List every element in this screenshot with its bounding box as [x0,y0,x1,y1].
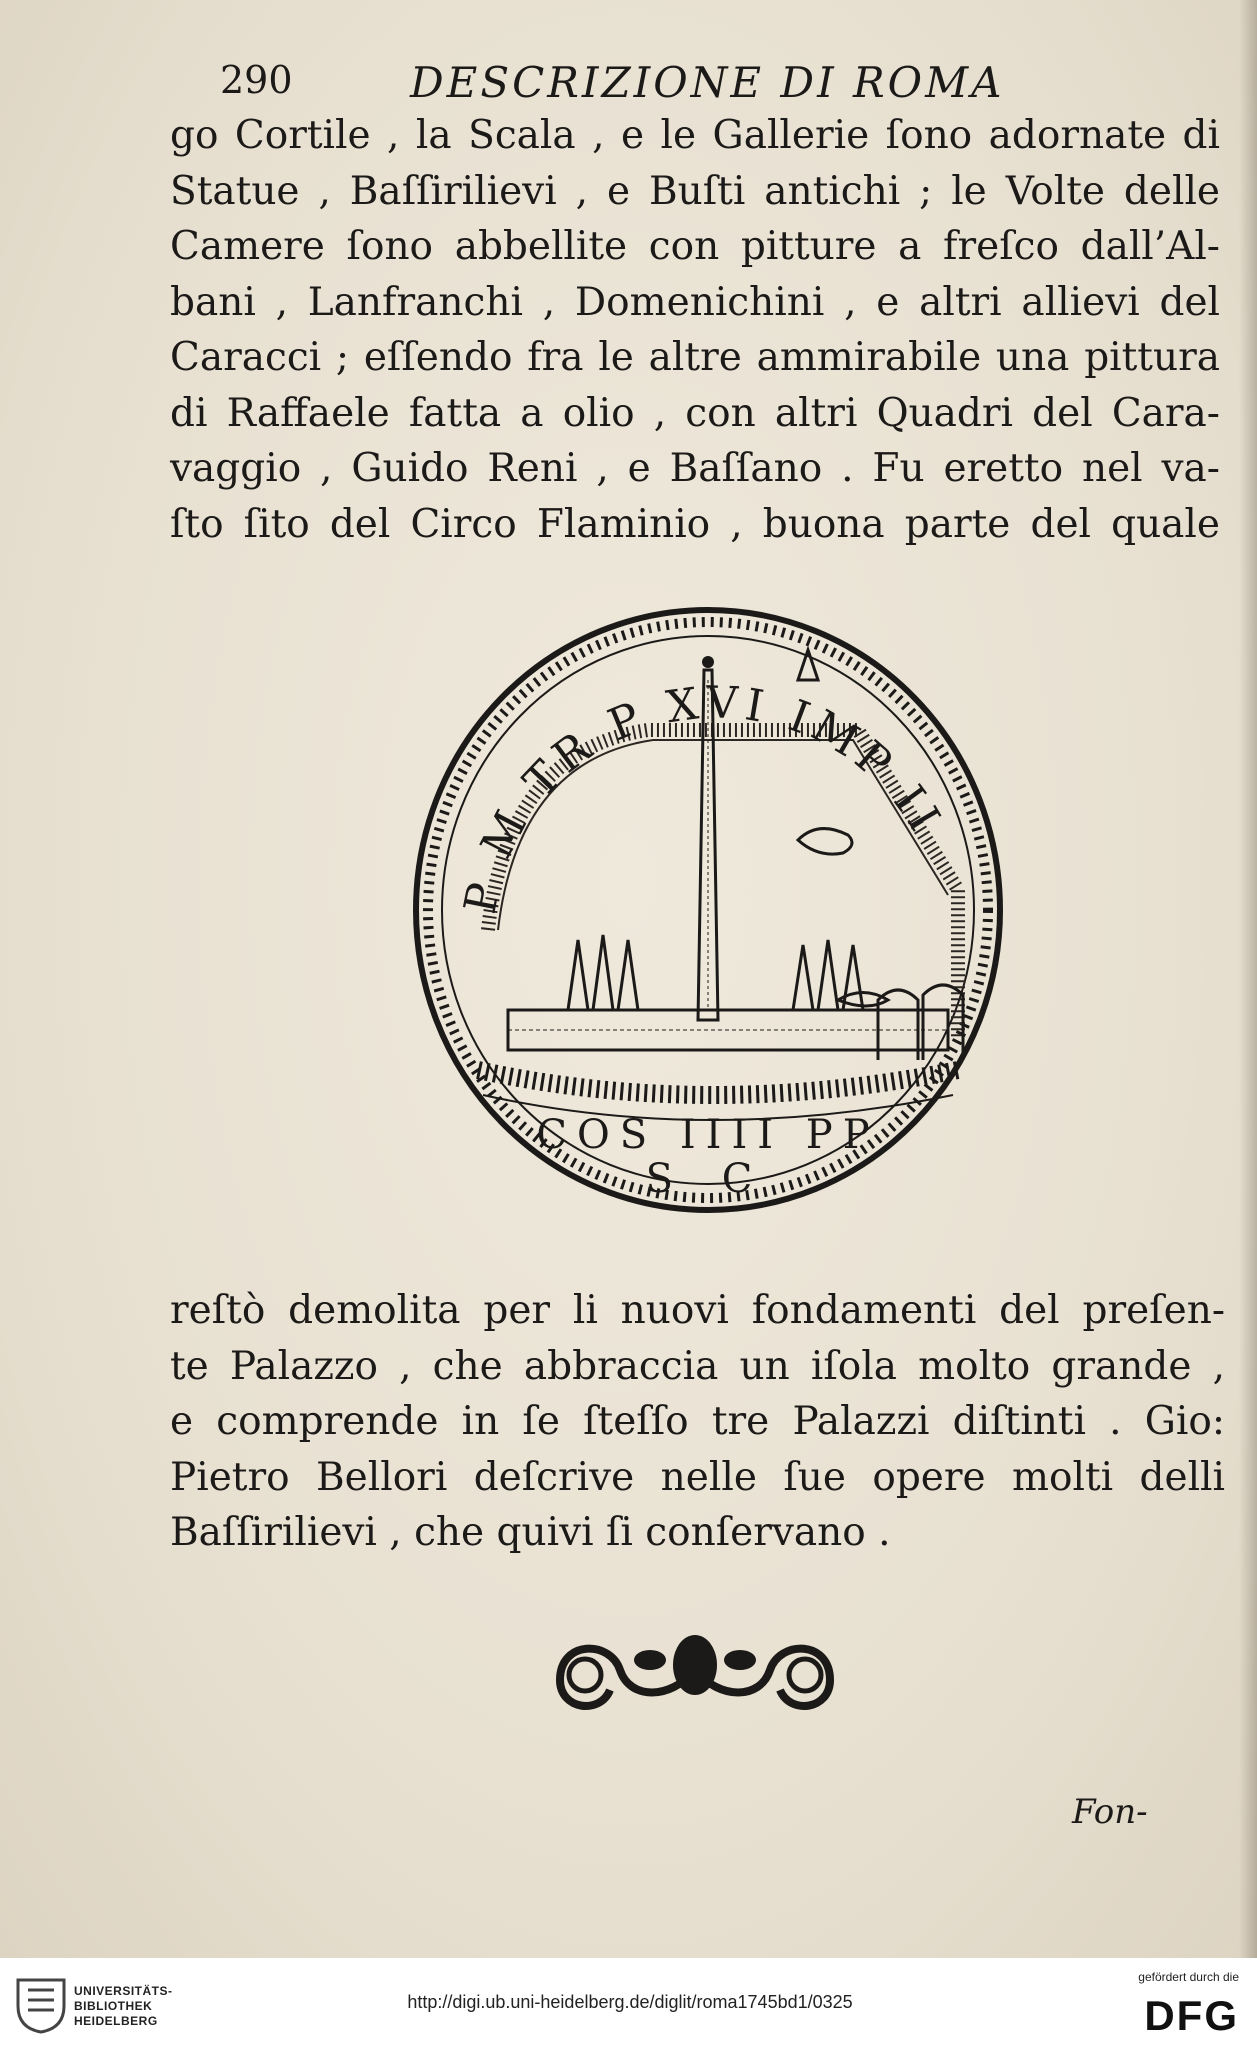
central-leaf-icon [673,1635,717,1695]
page-number: 290 [220,58,293,102]
library-name-line: BIBLIOTHEK [74,1999,153,2013]
chariot-figure [798,829,852,855]
meta-cone [618,940,638,1010]
library-name-line: UNIVERSITÄTS- [74,1984,173,1998]
meta-cone [793,945,813,1010]
text-line: Caracci ; eſſendo fra le altre ammirabile una pittura [170,335,1220,380]
coin-mark-sc: S C [645,1156,771,1202]
funder-text: gefördert durch die [1138,1970,1239,1984]
text-line: Statue , Baſſirilievi , e Buſti antichi ; le Volte delle [170,168,1220,214]
obelisk-finial [702,656,714,668]
coin-legend-bottom: COS IIII PP [536,1112,880,1158]
text-line: Baſſirilievi , che quivi ſi conſervano . [170,1510,891,1555]
text-line: Pietro Bellori deſcrive nelle ſue opere molti delli [170,1454,1225,1500]
circus-stands [478,1070,958,1095]
text-line: reſtò demolita per li nuovi fondamenti del preſen- [170,1288,1225,1333]
statue-group [798,650,818,680]
library-name-line: HEIDELBERG [74,2014,158,2028]
tailpiece-ornament [540,1620,850,1724]
university-seal-icon [14,1976,68,2034]
text-line: bani , Lanfranchi , Domenichini , e altri allievi del [170,279,1220,325]
catchword: Fon- [1072,1792,1148,1832]
rosette-icon [569,1659,601,1691]
source-url[interactable]: http://digi.ub.uni-heidelberg.de/diglit/roma1745bd1/0325 [407,1992,853,2012]
body-text-bottom [170,1283,1225,1561]
meta-cone [843,945,863,1010]
text-line: vaggio , Guido Reni , e Baſſano . Fu eretto nel va- [170,446,1220,491]
meta-cone [593,935,613,1010]
running-title: DESCRIZIONE DI ROMA [410,58,1005,107]
library-name [74,1984,173,2029]
leaf-icon [634,1650,666,1670]
text-line: di Raffaele fatta a olio , con altri Quadri del Cara- [170,390,1220,436]
coin-legend-top: P M TR P XVI IMP II [454,677,953,918]
viewer-footer [0,1958,1257,2051]
text-line: te Palazzo , che abbraccia un iſola molto grande , [170,1343,1225,1389]
coin-engraving [398,600,1018,1220]
body-text-top [170,108,1220,552]
page-header [220,58,1020,108]
leaf-icon [724,1650,756,1670]
dfg-logo: DFG [1144,1992,1239,2039]
text-line: e comprende in ſe ſteſſo tre Palazzi diſtinti . Gio: [170,1399,1225,1444]
text-line: go Cortile , la Scala , e le Gallerie ſono adornate di [170,113,1220,158]
text-line: ſto ſito del Circo Flaminio , buona parte del quale [170,501,1220,547]
rosette-icon [789,1659,821,1691]
text-line: Camere ſono abbellite con pitture a freſco dall’Al- [170,224,1220,269]
meta-cone [818,940,838,1010]
meta-cone [568,940,588,1010]
